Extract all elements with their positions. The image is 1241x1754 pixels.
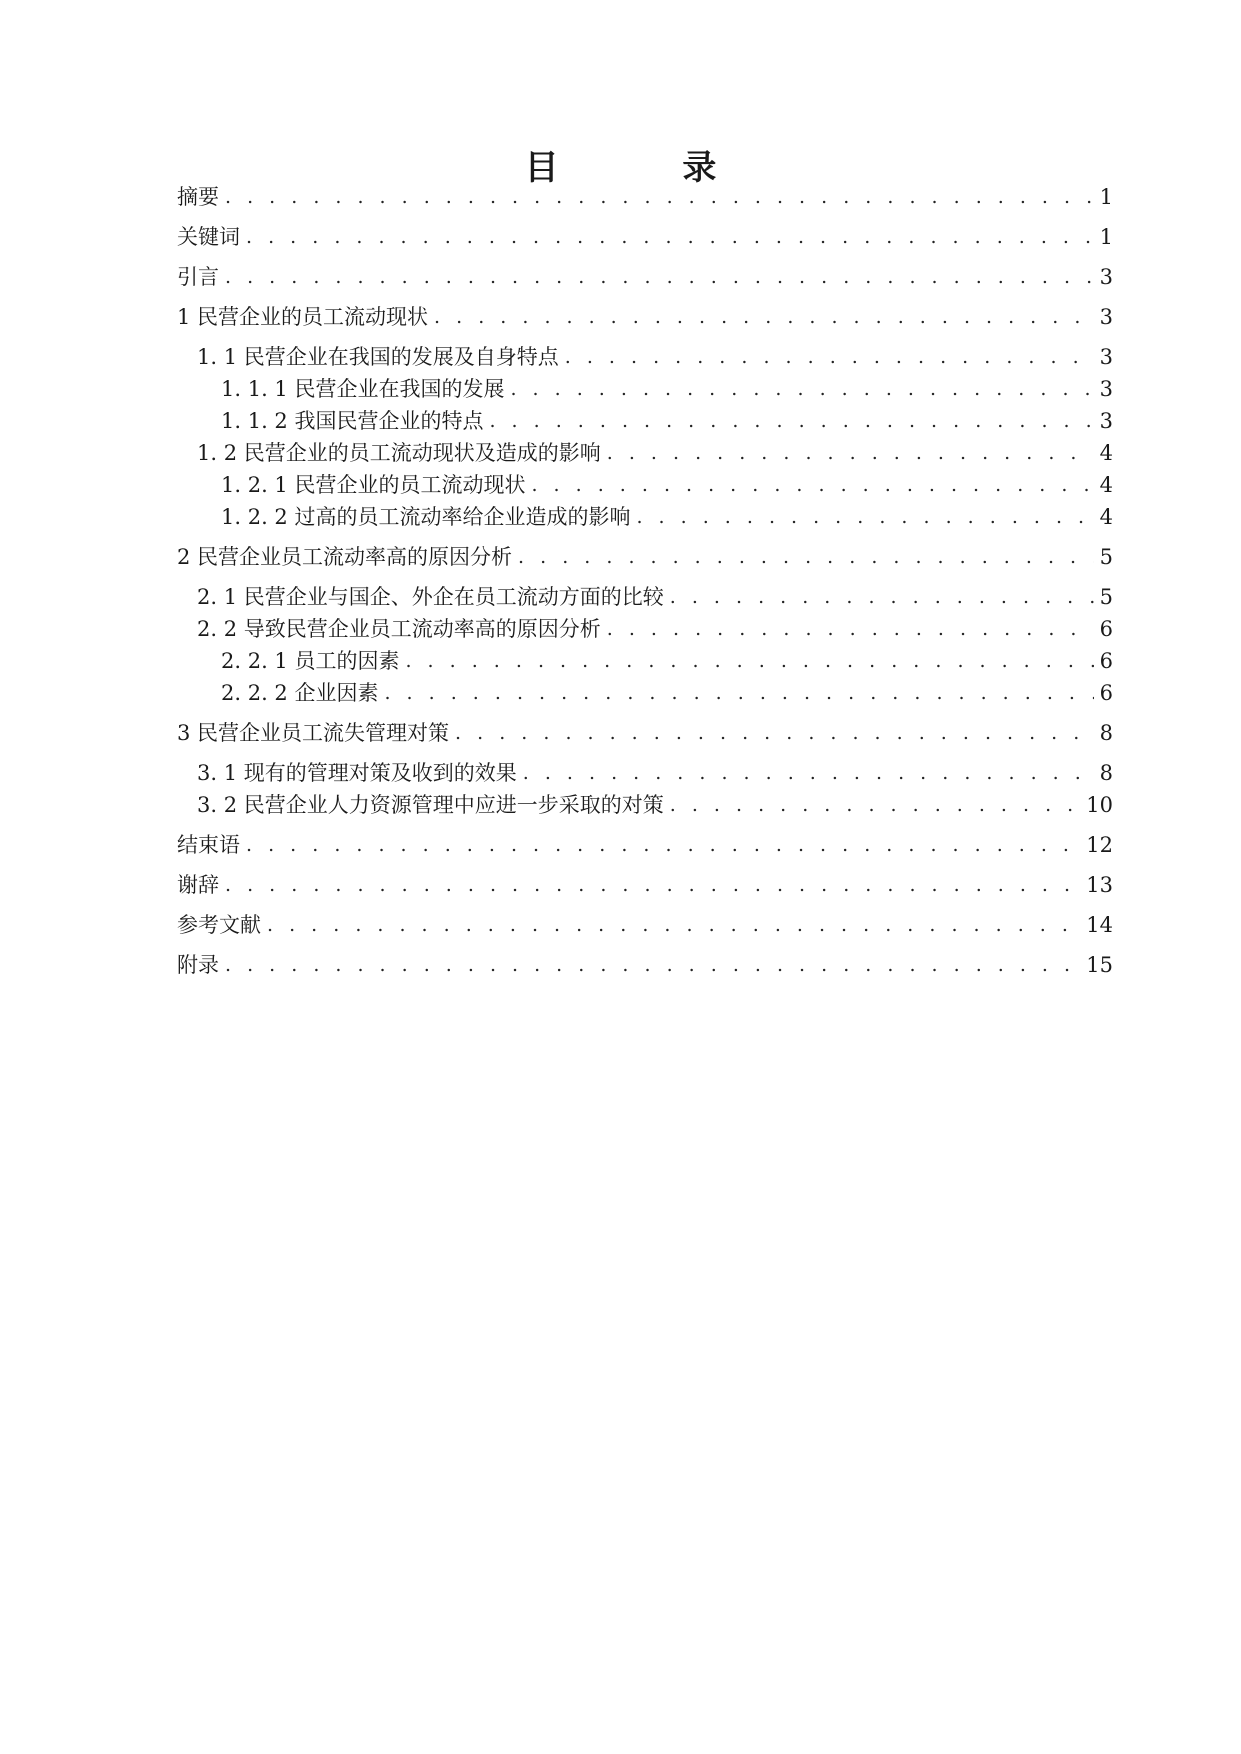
toc-entry-page: 3 — [1099, 377, 1113, 401]
toc-entry-label: 参考文献 — [177, 913, 261, 937]
toc-entry-label: 1. 2. 2 过高的员工流动率给企业造成的影响 — [221, 505, 631, 529]
toc-entry[interactable] — [177, 220, 1113, 250]
toc-entry-label: 引言 — [177, 265, 219, 289]
toc-entry-page: 8 — [1099, 721, 1113, 745]
toc-entry[interactable] — [177, 260, 1113, 290]
toc-entry-page: 3 — [1099, 265, 1113, 289]
toc-leader-dots — [455, 720, 1094, 746]
toc-entry-page: 3 — [1099, 345, 1113, 369]
toc-entry[interactable] — [177, 436, 1113, 466]
toc-leader-dots — [434, 304, 1094, 330]
toc-entry[interactable] — [177, 612, 1113, 642]
toc-leader-dots — [384, 680, 1093, 706]
toc-entry[interactable] — [177, 404, 1113, 434]
toc-leader-dots — [489, 408, 1093, 434]
toc-leader-dots — [518, 544, 1094, 570]
toc-leader-dots — [225, 264, 1094, 290]
toc-entry[interactable] — [177, 908, 1113, 938]
toc-entry-page: 3 — [1099, 409, 1113, 433]
toc-leader-dots — [607, 616, 1094, 642]
toc-entry-page: 6 — [1099, 681, 1113, 705]
toc-entry[interactable] — [177, 756, 1113, 786]
toc-entry-label: 3. 1 现有的管理对策及收到的效果 — [197, 761, 517, 785]
toc-entry-page: 15 — [1086, 953, 1113, 977]
toc-entry-label: 结束语 — [177, 833, 240, 857]
toc-entry-label: 1. 2 民营企业的员工流动现状及造成的影响 — [197, 441, 601, 465]
toc-list — [177, 0, 1113, 1754]
toc-leader-dots — [225, 952, 1080, 978]
toc-leader-dots — [607, 440, 1094, 466]
toc-entry-page: 4 — [1099, 473, 1113, 497]
toc-entry[interactable] — [177, 788, 1113, 818]
toc-entry-label: 1 民营企业的员工流动现状 — [177, 305, 429, 329]
toc-entry-page: 10 — [1086, 793, 1113, 817]
toc-entry[interactable] — [177, 300, 1113, 330]
toc-entry-page: 1 — [1099, 185, 1113, 209]
toc-entry-label: 1. 2. 1 民营企业的员工流动现状 — [221, 473, 526, 497]
toc-entry-label: 1. 1 民营企业在我国的发展及自身特点 — [197, 345, 559, 369]
toc-leader-dots — [405, 648, 1093, 674]
toc-entry-page: 5 — [1099, 545, 1113, 569]
toc-leader-dots — [225, 184, 1094, 210]
toc-entry-label: 摘要 — [177, 185, 219, 209]
toc-entry-label: 2 民营企业员工流动率高的原因分析 — [177, 545, 513, 569]
toc-leader-dots — [523, 760, 1094, 786]
toc-entry[interactable] — [177, 180, 1113, 210]
toc-entry-page: 8 — [1099, 761, 1113, 785]
toc-leader-dots — [670, 792, 1081, 818]
toc-entry-label: 2. 2 导致民营企业员工流动率高的原因分析 — [197, 617, 601, 641]
toc-entry-label: 3. 2 民营企业人力资源管理中应进一步采取的对策 — [197, 793, 664, 817]
toc-entry[interactable] — [177, 340, 1113, 370]
toc-entry[interactable] — [177, 500, 1113, 530]
toc-entry-page: 6 — [1099, 617, 1113, 641]
toc-entry-page: 4 — [1099, 505, 1113, 529]
toc-entry[interactable] — [177, 644, 1113, 674]
toc-leader-dots — [670, 584, 1094, 610]
toc-entry-label: 3 民营企业员工流失管理对策 — [177, 721, 450, 745]
toc-entry[interactable] — [177, 868, 1113, 898]
toc-entry-page: 6 — [1099, 649, 1113, 673]
toc-entry-page: 5 — [1099, 585, 1113, 609]
toc-entry-label: 2. 2. 2 企业因素 — [221, 681, 379, 705]
toc-leader-dots — [510, 376, 1093, 402]
toc-leader-dots — [565, 344, 1094, 370]
toc-entry[interactable] — [177, 372, 1113, 402]
toc-entry[interactable] — [177, 676, 1113, 706]
toc-leader-dots — [246, 224, 1094, 250]
toc-leader-dots — [267, 912, 1080, 938]
toc-entry[interactable] — [177, 540, 1113, 570]
toc-entry[interactable] — [177, 580, 1113, 610]
toc-entry-label: 2. 1 民营企业与国企、外企在员工流动方面的比较 — [197, 585, 664, 609]
toc-entry-page: 4 — [1099, 441, 1113, 465]
toc-entry-label: 关键词 — [177, 225, 240, 249]
toc-leader-dots — [225, 872, 1080, 898]
toc-entry-page: 1 — [1099, 225, 1113, 249]
toc-entry[interactable] — [177, 716, 1113, 746]
toc-entry-page: 12 — [1086, 833, 1113, 857]
toc-entry[interactable] — [177, 828, 1113, 858]
toc-entry-page: 13 — [1086, 873, 1113, 897]
toc-title: 目 录 — [524, 148, 773, 188]
toc-entry-page: 3 — [1099, 305, 1113, 329]
toc-leader-dots — [246, 832, 1080, 858]
toc-entry-label: 谢辞 — [177, 873, 219, 897]
toc-leader-dots — [636, 504, 1093, 530]
toc-entry-label: 1. 1. 2 我国民营企业的特点 — [221, 409, 484, 433]
toc-entry-label: 1. 1. 1 民营企业在我国的发展 — [221, 377, 505, 401]
toc-entry[interactable] — [177, 948, 1113, 978]
toc-entry[interactable] — [177, 468, 1113, 498]
toc-leader-dots — [531, 472, 1093, 498]
toc-entry-page: 14 — [1086, 913, 1113, 937]
toc-entry-label: 2. 2. 1 员工的因素 — [221, 649, 400, 673]
toc-entry-label: 附录 — [177, 953, 219, 977]
